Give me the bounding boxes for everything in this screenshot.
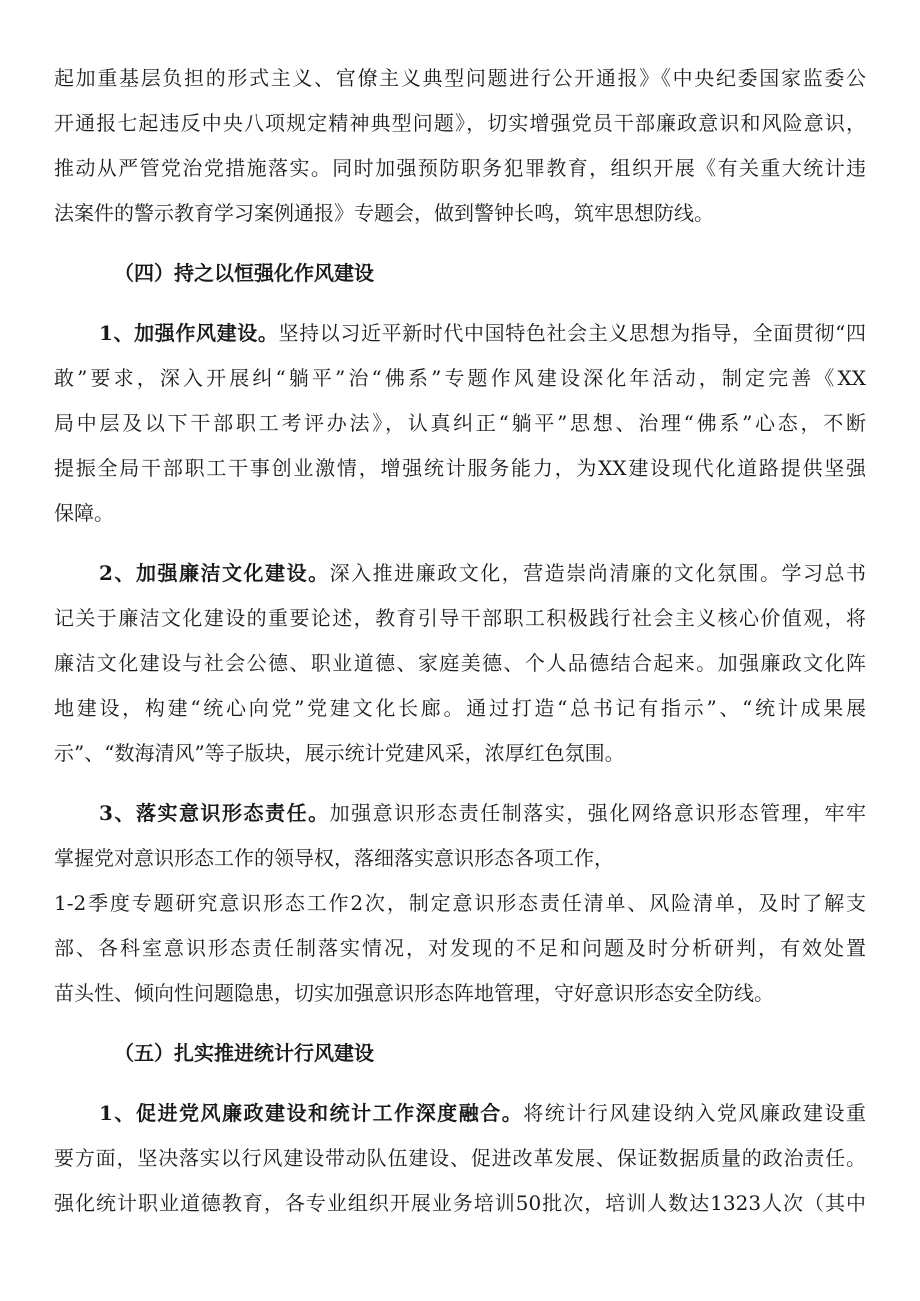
- text-line: 记关于廉洁文化建设的重要论述，教育引导干部职工积极践行社会主义核心价值观，将: [54, 606, 866, 630]
- text-line: 保障。: [54, 501, 114, 525]
- text-line: 掌握党对意识形态工作的领导权，落细落实意识形态各项工作，: [54, 846, 614, 870]
- text-run: 将统计行风建设纳入党风廉政建设重: [523, 1101, 866, 1125]
- paragraph-lead: 3、落实意识形态责任。: [99, 801, 330, 825]
- text-line: 局中层及以下干部职工考评办法》，认真纠正“躺平”思想、治理“佛系”心态，不断: [54, 411, 866, 435]
- text-run: 加强意识形态责任制落实，强化网络意识形态管理，牢牢: [329, 801, 867, 825]
- text-line: 法案件的警示教育学习案例通报》专题会，做到警钟长鸣，筑牢思想防线。: [54, 201, 714, 225]
- paragraph-lead: 1、促进党风廉政建设和统计工作深度融合。: [99, 1101, 524, 1125]
- text-line: 要方面，坚决落实以行风建设带动队伍建设、促进改革发展、保证数据质量的政治责任。: [54, 1146, 866, 1170]
- text-line: 部、各科室意识形态责任制落实情况，对发现的不足和问题及时分析研判，有效处置: [54, 936, 866, 960]
- paragraph-lead: 2、加强廉洁文化建设。: [99, 561, 330, 585]
- paragraph-lead: 1、加强作风建设。: [99, 321, 279, 345]
- text-line: 开通报七起违反中央八项规定精神典型问题》，切实增强党员干部廉政意识和风险意识，: [54, 111, 866, 135]
- text-line: 1-2季度专题研究意识形态工作2次，制定意识形态责任清单、风险清单，及时了解支: [54, 891, 866, 915]
- paragraph-start: [99, 1097, 866, 1129]
- text-run: 深入推进廉政文化，营造崇尚清廉的文化氛围。学习总书: [329, 561, 867, 585]
- section-heading: （五）扎实推进统计行风建设: [114, 1041, 374, 1065]
- paragraph-start: [99, 317, 866, 349]
- text-line: 强化统计职业道德教育，各专业组织开展业务培训50批次，培训人数达1323人次（其中: [54, 1191, 866, 1215]
- section-heading: （四）持之以恒强化作风建设: [114, 261, 374, 285]
- paragraph-start: [99, 797, 866, 829]
- text-line: 地建设，构建“统心向党”党建文化长廊。通过打造“总书记有指示”、“统计成果展: [54, 696, 866, 720]
- text-line: 提振全局干部职工干事创业激情，增强统计服务能力，为XX建设现代化道路提供坚强: [54, 456, 866, 480]
- text-line: 起加重基层负担的形式主义、官僚主义典型问题进行公开通报》《中央纪委国家监委公: [54, 66, 866, 90]
- text-run: 坚持以习近平新时代中国特色社会主义思想为指导，全面贯彻“四: [278, 321, 866, 345]
- paragraph-start: [99, 557, 866, 589]
- text-line: 廉洁文化建设与社会公德、职业道德、家庭美德、个人品德结合起来。加强廉政文化阵: [54, 651, 866, 675]
- text-line: 敢”要求，深入开展纠“躺平”治“佛系”专题作风建设深化年活动，制定完善《XX: [54, 366, 866, 390]
- text-line: 示”、“数海清风”等子版块，展示统计党建风采，浓厚红色氛围。: [54, 741, 625, 765]
- text-line: 推动从严管党治党措施落实。同时加强预防职务犯罪教育，组织开展《有关重大统计违: [54, 156, 866, 180]
- text-line: 苗头性、倾向性问题隐患，切实加强意识形态阵地管理，守好意识形态安全防线。: [54, 981, 774, 1005]
